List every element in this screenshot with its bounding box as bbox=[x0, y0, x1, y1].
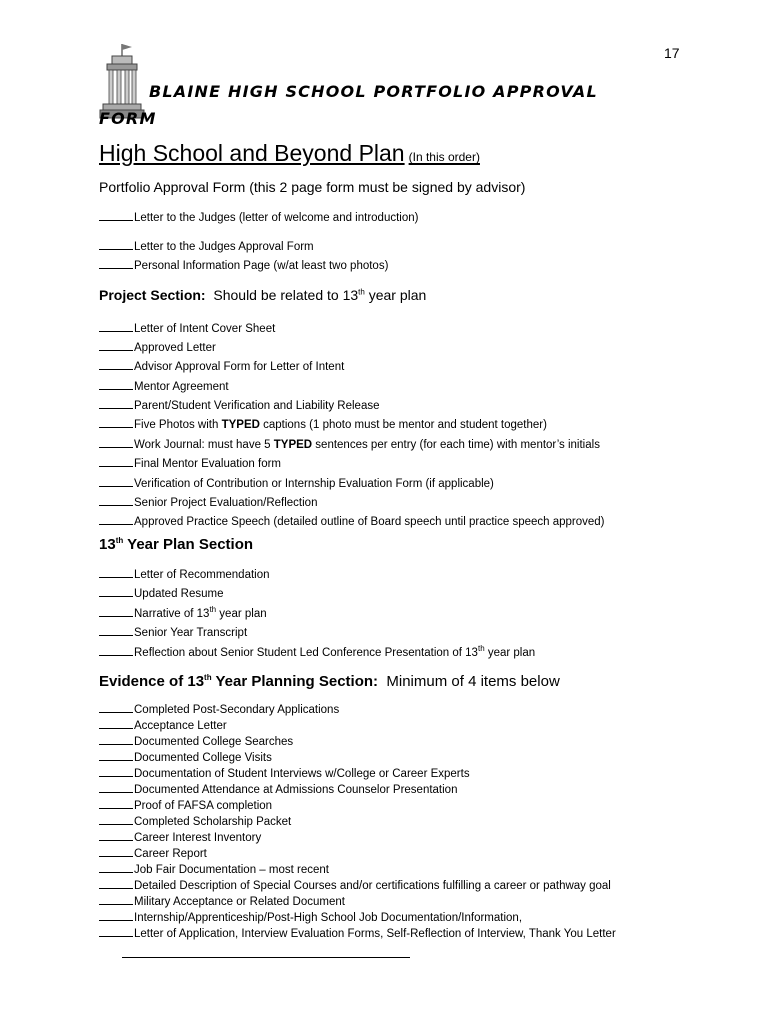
check-blank[interactable] bbox=[99, 645, 133, 656]
checklist-item: Five Photos with TYPED captions (1 photo must be mentor and student together) bbox=[99, 417, 547, 431]
checklist-item: Documented College Searches bbox=[99, 734, 293, 748]
check-blank[interactable] bbox=[99, 586, 133, 597]
check-blank[interactable] bbox=[99, 495, 133, 506]
checklist-item: Documented Attendance at Admissions Counselor Presentation bbox=[99, 782, 457, 796]
checklist-item: Approved Letter bbox=[99, 340, 216, 354]
check-blank[interactable] bbox=[99, 734, 133, 745]
check-blank[interactable] bbox=[99, 846, 133, 857]
check-blank[interactable] bbox=[99, 750, 133, 761]
checklist-item: Letter of Intent Cover Sheet bbox=[99, 321, 275, 335]
checklist-item: Internship/Apprenticeship/Post-High School Job Documentation/Information, bbox=[99, 910, 522, 924]
write-in-line[interactable] bbox=[122, 957, 410, 958]
checklist-item: Letter to the Judges Approval Form bbox=[99, 239, 314, 253]
checklist-item: Letter of Recommendation bbox=[99, 567, 270, 581]
checklist-item: Narrative of 13th year plan bbox=[99, 605, 267, 620]
checklist-item: Parent/Student Verification and Liability Release bbox=[99, 398, 380, 412]
checklist-item: Career Interest Inventory bbox=[99, 830, 261, 844]
checklist-item: Completed Post-Secondary Applications bbox=[99, 702, 339, 716]
checklist-item: Documented College Visits bbox=[99, 750, 272, 764]
check-blank[interactable] bbox=[99, 210, 133, 221]
checklist-item: Senior Project Evaluation/Reflection bbox=[99, 495, 317, 509]
check-blank[interactable] bbox=[99, 321, 133, 332]
checklist-item: Acceptance Letter bbox=[99, 718, 227, 732]
year-plan-section-heading: 13th Year Plan Section bbox=[99, 536, 254, 553]
check-blank[interactable] bbox=[99, 702, 133, 713]
check-blank[interactable] bbox=[99, 862, 133, 873]
checklist-item: Updated Resume bbox=[99, 586, 224, 600]
checklist-item: Job Fair Documentation – most recent bbox=[99, 862, 329, 876]
checklist-item: Work Journal: must have 5 TYPED sentences per entry (for each time) with mentor’s initials bbox=[99, 437, 600, 451]
checklist-item: Mentor Agreement bbox=[99, 379, 229, 393]
checklist-item: Reflection about Senior Student Led Conference Presentation of 13th year plan bbox=[99, 644, 535, 659]
main-heading: High School and Beyond Plan (In this order) bbox=[99, 140, 480, 166]
check-blank[interactable] bbox=[99, 830, 133, 841]
check-blank[interactable] bbox=[99, 514, 133, 525]
check-blank[interactable] bbox=[99, 718, 133, 729]
project-section-heading: Project Section: Should be related to 13th year plan bbox=[99, 287, 427, 303]
check-blank[interactable] bbox=[99, 476, 133, 487]
checklist-item: Final Mentor Evaluation form bbox=[99, 456, 281, 470]
check-blank[interactable] bbox=[99, 359, 133, 370]
checklist-item: Proof of FAFSA completion bbox=[99, 798, 272, 812]
checklist-item: Senior Year Transcript bbox=[99, 625, 247, 639]
checklist-item: Verification of Contribution or Internship Evaluation Form (if applicable) bbox=[99, 476, 494, 490]
checklist-item: Career Report bbox=[99, 846, 207, 860]
checklist-item: Letter of Application, Interview Evaluation Forms, Self-Reflection of Interview, Thank You Letter bbox=[99, 926, 616, 940]
checklist-item: Letter to the Judges (letter of welcome and introduction) bbox=[99, 210, 418, 224]
check-blank[interactable] bbox=[99, 417, 133, 428]
check-blank[interactable] bbox=[99, 239, 133, 250]
check-blank[interactable] bbox=[99, 910, 133, 921]
check-blank[interactable] bbox=[99, 456, 133, 467]
checklist-item: Military Acceptance or Related Document bbox=[99, 894, 345, 908]
check-blank[interactable] bbox=[99, 379, 133, 390]
check-blank[interactable] bbox=[99, 437, 133, 448]
check-blank[interactable] bbox=[99, 782, 133, 793]
check-blank[interactable] bbox=[99, 567, 133, 578]
check-blank[interactable] bbox=[99, 258, 133, 269]
portfolio-approval-heading: Portfolio Approval Form (this 2 page form must be signed by advisor) bbox=[99, 179, 526, 195]
checklist-item: Detailed Description of Special Courses and/or certifications fulfilling a career or pathway goal bbox=[99, 878, 611, 892]
check-blank[interactable] bbox=[99, 798, 133, 809]
checklist-item: Documentation of Student Interviews w/College or Career Experts bbox=[99, 766, 470, 780]
checklist-item: Completed Scholarship Packet bbox=[99, 814, 291, 828]
check-blank[interactable] bbox=[99, 814, 133, 825]
check-blank[interactable] bbox=[99, 398, 133, 409]
form-title: BLAINE HIGH SCHOOL PORTFOLIO APPROVAL FORM bbox=[99, 82, 598, 128]
evidence-section-heading: Evidence of 13th Year Planning Section: Minimum of 4 items below bbox=[99, 673, 560, 690]
checklist-item: Approved Practice Speech (detailed outline of Board speech until practice speech approved) bbox=[99, 514, 605, 528]
check-blank[interactable] bbox=[99, 606, 133, 617]
check-blank[interactable] bbox=[99, 926, 133, 937]
main-heading-note: (In this order) bbox=[408, 150, 480, 164]
check-blank[interactable] bbox=[99, 766, 133, 777]
check-blank[interactable] bbox=[99, 878, 133, 889]
check-blank[interactable] bbox=[99, 625, 133, 636]
page-number: 17 bbox=[664, 45, 680, 61]
check-blank[interactable] bbox=[99, 340, 133, 351]
check-blank[interactable] bbox=[99, 894, 133, 905]
checklist-item: Personal Information Page (w/at least two photos) bbox=[99, 258, 388, 272]
checklist-item: Advisor Approval Form for Letter of Intent bbox=[99, 359, 344, 373]
